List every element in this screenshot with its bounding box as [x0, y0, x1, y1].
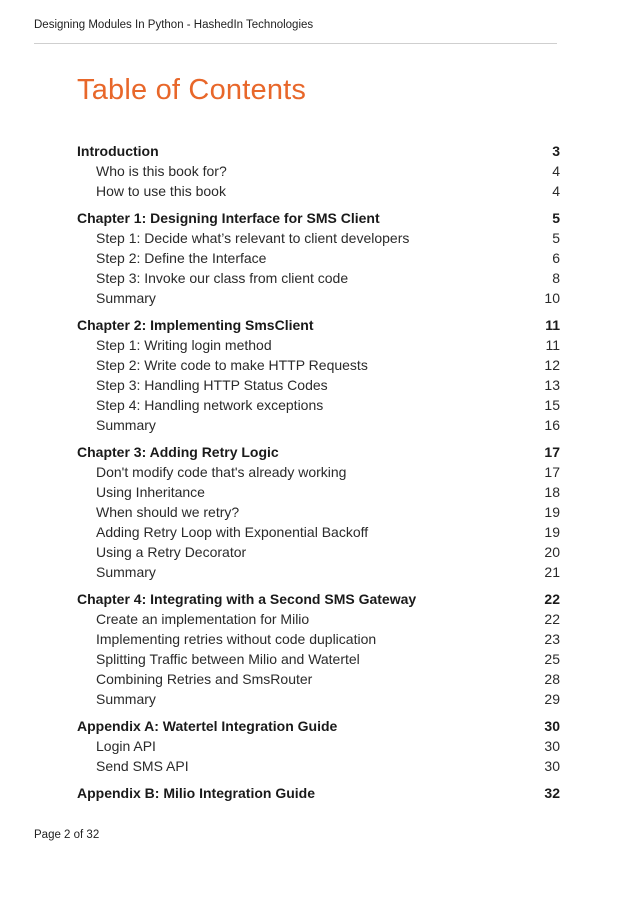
toc-section-page-number: 30: [544, 738, 560, 754]
toc-section-page-number: 15: [544, 397, 560, 413]
toc-section-page-number: 11: [545, 337, 560, 353]
toc-section-entry[interactable]: [77, 689, 560, 709]
toc-section-title: Splitting Traffic between Milio and Watertel: [96, 651, 360, 667]
toc-chapter-title: Appendix B: Milio Integration Guide: [77, 785, 315, 801]
toc-section-page-number: 5: [552, 230, 560, 246]
toc-section-title: Create an implementation for Milio: [96, 611, 310, 627]
toc-chapter-page-number: 3: [552, 143, 560, 159]
toc-chapter-entry[interactable]: [77, 315, 560, 335]
toc-chapter-page-number: 17: [544, 444, 560, 460]
toc-section-entry[interactable]: [77, 502, 560, 522]
toc-section-title: When should we retry?: [96, 504, 240, 520]
toc-chapter-title: Chapter 2: Implementing SmsClient: [77, 317, 314, 333]
toc-section-title: Summary: [96, 691, 156, 707]
toc-section-entry[interactable]: [77, 649, 560, 669]
toc-section-entry[interactable]: [77, 228, 560, 248]
toc-chapter-entry[interactable]: [77, 141, 560, 161]
toc-section-title: Combining Retries and SmsRouter: [96, 671, 313, 687]
page-footer: Page 2 of 32: [34, 829, 100, 841]
toc-section-title: Step 3: Invoke our class from client code: [96, 270, 349, 286]
toc-chapter-group: [77, 716, 560, 776]
toc-section-entry[interactable]: [77, 248, 560, 268]
toc-section-title: Step 2: Define the Interface: [96, 250, 267, 266]
toc-section-title: Using Inheritance: [96, 484, 205, 500]
toc-chapter-entry[interactable]: [77, 716, 560, 736]
toc-section-page-number: 29: [544, 691, 560, 707]
toc-chapter-title: Introduction: [77, 143, 159, 159]
toc-section-entry[interactable]: [77, 669, 560, 689]
toc-section-title: Send SMS API: [96, 758, 189, 774]
toc-section-title: Adding Retry Loop with Exponential Backoff: [96, 524, 369, 540]
toc-section-entry[interactable]: [77, 181, 560, 201]
toc-section-title: Summary: [96, 417, 156, 433]
toc-section-entry[interactable]: [77, 756, 560, 776]
toc-section-entry[interactable]: [77, 462, 560, 482]
toc-chapter-entry[interactable]: [77, 442, 560, 462]
toc-section-entry[interactable]: [77, 522, 560, 542]
toc-section-page-number: 4: [552, 163, 560, 179]
toc-section-entry[interactable]: [77, 395, 560, 415]
toc-chapter-group: [77, 442, 560, 582]
toc-section-page-number: 30: [544, 758, 560, 774]
toc-chapter-title: Appendix A: Watertel Integration Guide: [77, 718, 338, 734]
toc-chapter-title: Chapter 4: Integrating with a Second SMS Gateway: [77, 591, 417, 607]
toc-section-entry[interactable]: [77, 268, 560, 288]
toc-chapter-entry[interactable]: [77, 589, 560, 609]
toc-section-title: Step 2: Write code to make HTTP Requests: [96, 357, 368, 373]
toc-section-page-number: 23: [544, 631, 560, 647]
toc-section-page-number: 12: [544, 357, 560, 373]
table-of-contents: [77, 141, 560, 810]
toc-chapter-title: Chapter 1: Designing Interface for SMS Client: [77, 210, 380, 226]
header-divider: [34, 43, 557, 44]
toc-section-page-number: 19: [544, 524, 560, 540]
toc-section-page-number: 25: [544, 651, 560, 667]
toc-section-page-number: 10: [544, 290, 560, 306]
toc-chapter-page-number: 22: [544, 591, 560, 607]
page-title: Table of Contents: [77, 74, 307, 106]
toc-section-entry[interactable]: [77, 542, 560, 562]
toc-chapter-group: [77, 589, 560, 709]
toc-section-entry[interactable]: [77, 415, 560, 435]
toc-section-entry[interactable]: [77, 335, 560, 355]
toc-section-entry[interactable]: [77, 736, 560, 756]
toc-section-page-number: 19: [544, 504, 560, 520]
toc-section-title: Don't modify code that's already working: [96, 464, 347, 480]
toc-chapter-title: Chapter 3: Adding Retry Logic: [77, 444, 279, 460]
toc-section-title: Step 4: Handling network exceptions: [96, 397, 324, 413]
toc-section-entry[interactable]: [77, 288, 560, 308]
toc-chapter-group: [77, 208, 560, 308]
toc-chapter-page-number: 30: [544, 718, 560, 734]
toc-section-page-number: 21: [544, 564, 560, 580]
toc-section-entry[interactable]: [77, 562, 560, 582]
toc-section-title: Summary: [96, 290, 156, 306]
toc-chapter-page-number: 5: [552, 210, 560, 226]
toc-section-title: How to use this book: [96, 183, 226, 199]
toc-section-page-number: 20: [544, 544, 560, 560]
toc-section-title: Step 3: Handling HTTP Status Codes: [96, 377, 328, 393]
toc-section-entry[interactable]: [77, 161, 560, 181]
toc-section-page-number: 16: [544, 417, 560, 433]
toc-section-page-number: 8: [552, 270, 560, 286]
toc-chapter-page-number: 11: [545, 317, 560, 333]
toc-section-title: Implementing retries without code duplication: [96, 631, 377, 647]
toc-chapter-entry[interactable]: [77, 208, 560, 228]
toc-section-page-number: 22: [544, 611, 560, 627]
toc-section-entry[interactable]: [77, 355, 560, 375]
toc-section-entry[interactable]: [77, 609, 560, 629]
running-header: Designing Modules In Python - HashedIn Technologies: [34, 19, 314, 31]
toc-section-page-number: 28: [544, 671, 560, 687]
toc-section-title: Who is this book for?: [96, 163, 227, 179]
toc-chapter-group: [77, 315, 560, 435]
toc-section-page-number: 6: [552, 250, 560, 266]
toc-section-title: Login API: [96, 738, 156, 754]
toc-section-entry[interactable]: [77, 629, 560, 649]
toc-section-title: Using a Retry Decorator: [96, 544, 247, 560]
toc-section-page-number: 13: [544, 377, 560, 393]
toc-section-entry[interactable]: [77, 375, 560, 395]
toc-chapter-page-number: 32: [544, 785, 560, 801]
toc-section-title: Summary: [96, 564, 156, 580]
toc-chapter-entry[interactable]: [77, 783, 560, 803]
toc-chapter-group: [77, 783, 560, 803]
toc-section-page-number: 17: [544, 464, 560, 480]
toc-section-page-number: 4: [552, 183, 560, 199]
toc-section-entry[interactable]: [77, 482, 560, 502]
toc-section-page-number: 18: [544, 484, 560, 500]
toc-section-title: Step 1: Writing login method: [96, 337, 272, 353]
toc-section-title: Step 1: Decide what’s relevant to client developers: [96, 230, 410, 246]
toc-chapter-group: [77, 141, 560, 201]
